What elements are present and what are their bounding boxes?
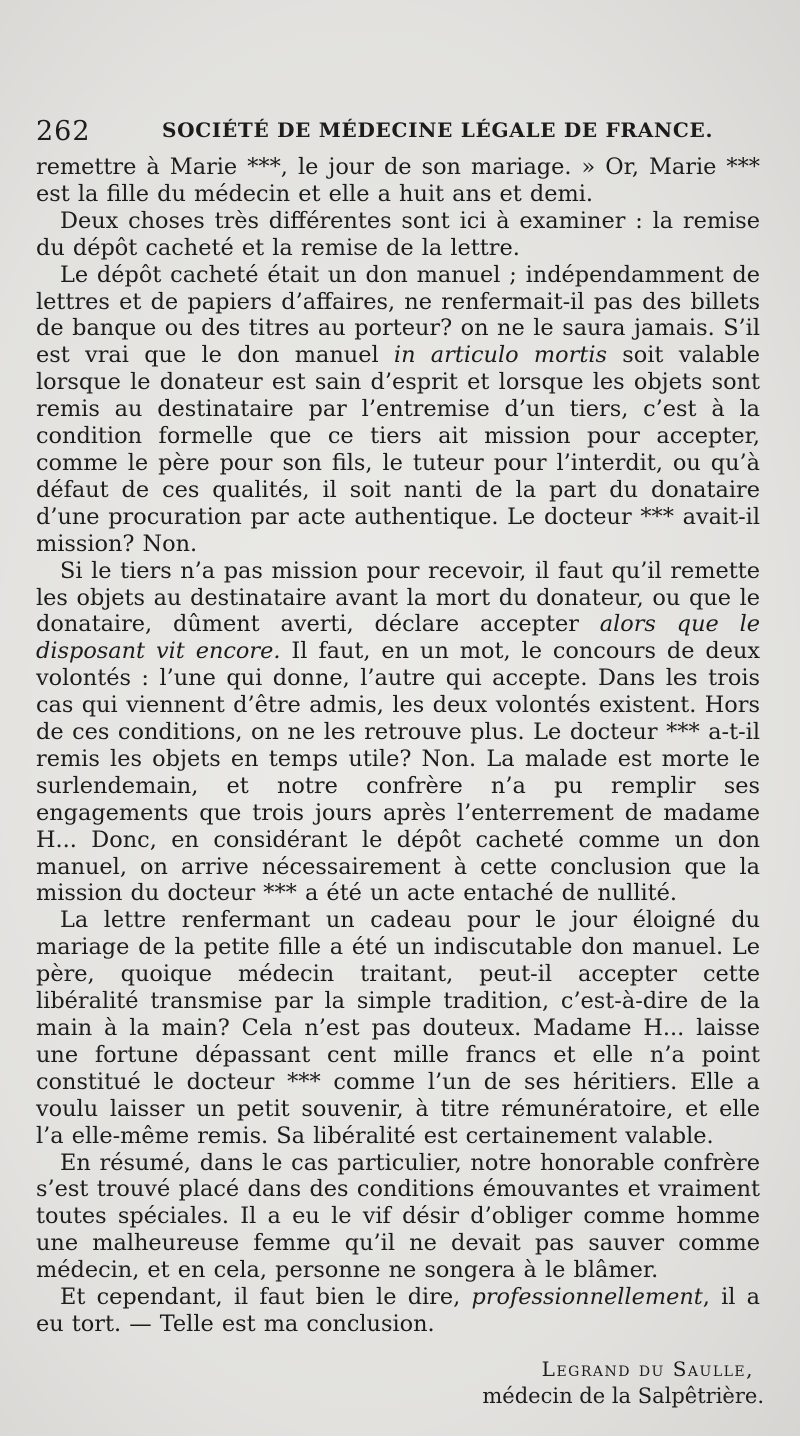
paragraph-3-italic: in articulo mortis — [393, 342, 607, 369]
paragraph-7-text-a: Et cependant, il faut bien le dire, — [60, 1284, 472, 1311]
paragraph-3-text-b: soit valable lorsque le donateur est sain d’esprit et lorsque les objets sont remis au destinataire par l’entremise d’un tiers, c’est à la condition formelle que ce tiers ait mission pour accepter, comme le père pour son fils, le tuteur pour l’interdit, ou qu’à défaut de ces qualités, il soit nanti de la part du donataire d’une procuration par acte authentique. Le docteur *** avait-il mission? Non. — [36, 342, 760, 557]
page-number: 262 — [36, 116, 91, 147]
paragraph-3 — [36, 262, 760, 558]
author-name: Legrand du Saulle, — [541, 1357, 754, 1381]
paragraph-7-text-b: , il a eu tort. — Telle est ma conclusion. — [36, 1284, 760, 1337]
paragraph-7-italic: professionnellement — [471, 1284, 703, 1311]
paragraph-4-text-b: Il faut, en un mot, le concours de deux volontés : l’une qui donne, l’autre qui accepte. Dans les trois cas qui viennent d’être admis, les deux volontés existent. Hors de ces conditions, on ne les retrouve plus. Le docteur *** a-t-il remis les objets en temps utile? Non. La malade est morte le surlendemain, et notre confrère n’a pu remplir ses engagements que trois jours après l’enterrement de madame H... Donc, en considérant le dépôt cacheté comme un don manuel, on arrive nécessairement à cette conclusion que la mission du docteur *** a été un acte entaché de nullité. — [36, 638, 760, 907]
paragraph-5: La lettre renfermant un cadeau pour le jour éloigné du mariage de la petite fille a été un indiscutable don manuel. Le père, quoique médecin traitant, peut-il accepter cette libéralité transmise par la simple tradition, c’est-à-dire de la main à la main? Cela n’est pas douteux. Madame H... laisse une fortune dépassant cent mille francs et elle n’a point constitué le docteur *** comme l’un de ses héritiers. Elle a voulu laisser un petit souvenir, à titre rémunératoire, et elle l’a elle-même remis. Sa libéralité est certainement valable. — [36, 907, 760, 1149]
paragraph-1: remettre à Marie ***, le jour de son mariage. » Or, Marie *** est la fille du médecin et elle a huit ans et demi. — [36, 154, 760, 207]
running-title: SOCIÉTÉ DE MÉDECINE LÉGALE DE FRANCE. — [162, 118, 714, 142]
paragraph-3-text-a: Le dépôt cacheté était un don manuel ; indépendamment de lettres et de papiers d’affaires, ne renfermait-il pas des billets de banque ou des titres au porteur? on ne le saura jamais. S’il est vrai que le don manuel — [36, 261, 760, 369]
paragraph-4-text-a: Si le tiers n’a pas mission pour recevoir, il faut qu’il remette les objets au destinataire avant la mort du donateur, ou que le donataire, dûment averti, déclare accepter — [36, 557, 760, 638]
paragraph-6: En résumé, dans le cas particulier, notre honorable confrère s’est trouvé placé dans des conditions émouvantes et vraiment toutes spéciales. Il a eu le vif désir d’obliger comme homme une malheureuse femme qu’il ne devait pas sauver comme médecin, et en cela, personne ne songera à le blâmer. — [36, 1149, 760, 1284]
signature-block — [424, 1356, 764, 1410]
paragraph-7 — [36, 1284, 760, 1338]
body-text — [36, 154, 760, 1338]
author-title: médecin de la Salpêtrière. — [482, 1384, 764, 1408]
paragraph-2: Deux choses très différentes sont ici à examiner : la remise du dépôt cacheté et la remise de la lettre. — [36, 207, 760, 261]
paragraph-4 — [36, 558, 760, 908]
paragraph-4-italic: alors que le disposant vit encore. — [36, 611, 760, 665]
page-header — [36, 112, 756, 148]
